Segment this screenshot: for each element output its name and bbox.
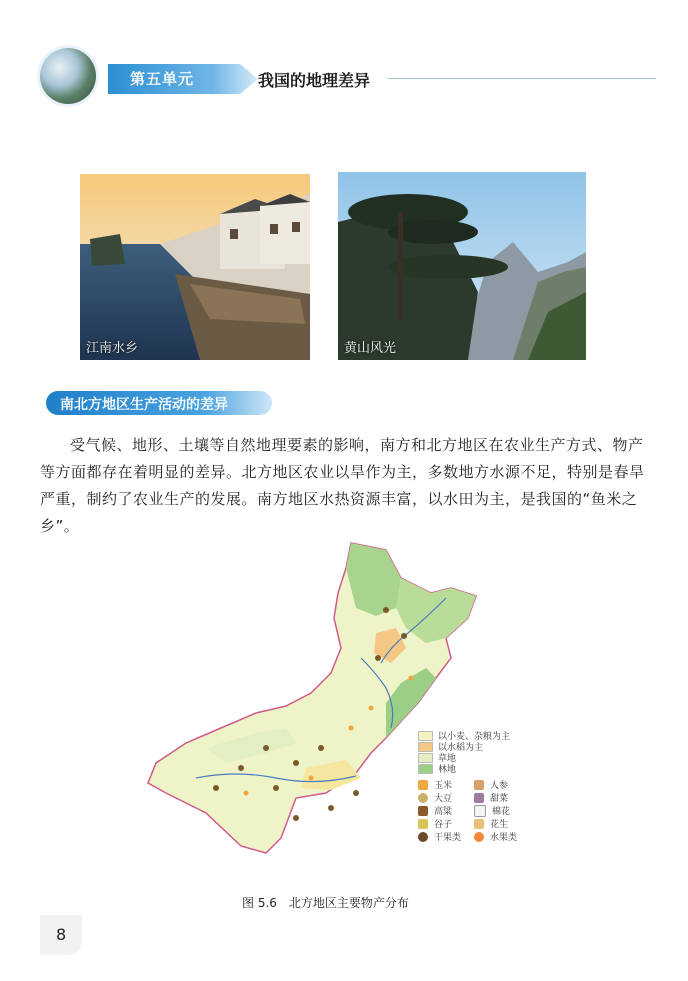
legend-row	[418, 741, 510, 752]
legend-label: 以水稻为主	[438, 743, 484, 753]
nut-icon	[418, 832, 428, 842]
legend-product: 甜菜	[490, 794, 509, 804]
map-legend-areas	[418, 730, 510, 774]
sorghum-icon	[418, 806, 428, 816]
chapter-title: 我国的地理差异	[258, 71, 371, 90]
legend-label: 草地	[438, 754, 457, 764]
legend-product: 玉米	[434, 781, 453, 791]
legend-item	[418, 830, 478, 843]
legend-item	[418, 791, 478, 804]
legend-products-left	[418, 778, 478, 843]
legend-label: 林地	[438, 765, 457, 775]
legend-swatch	[418, 764, 433, 774]
jiangnan-image	[80, 174, 310, 360]
legend-item	[474, 778, 534, 791]
legend-product: 谷子	[434, 820, 453, 830]
huangshan-image	[338, 172, 586, 360]
figure-caption: 图 5.6 北方地区主要物产分布	[242, 896, 409, 910]
legend-item	[418, 778, 478, 791]
legend-item	[418, 817, 478, 830]
section-heading	[46, 391, 272, 415]
photo-label-huangshan: 黄山风光	[344, 341, 397, 356]
unit-label: 第五单元	[130, 70, 195, 88]
photo-huangshan	[338, 172, 586, 360]
legend-products-right	[474, 778, 534, 843]
millet-icon	[418, 819, 428, 829]
legend-item	[418, 804, 478, 817]
header-rule	[388, 78, 656, 79]
body-paragraph: 受气候、地形、土壤等自然地理要素的影响，南方和北方地区在农业生产方式、物产等方面都存在着明显的差异。北方地区农业以旱作为主，多数地方水源不足，特别是春旱严重，制约了农业生产的发展。南方地区水热资源丰富，以水田为主，是我国的“鱼米之乡”。	[40, 436, 645, 535]
legend-product: 干果类	[434, 833, 462, 843]
section-title: 南北方地区生产活动的差异	[60, 397, 228, 413]
soybean-icon	[418, 793, 428, 803]
legend-swatch	[418, 742, 433, 752]
cotton-icon	[474, 805, 486, 817]
legend-product: 人参	[490, 781, 509, 791]
legend-label: 以小麦、杂粮为主	[438, 732, 511, 742]
legend-product: 花生	[490, 820, 509, 830]
legend-product: 高粱	[434, 807, 453, 817]
legend-swatch	[418, 753, 433, 763]
fruit-icon	[474, 832, 484, 842]
globe-icon	[40, 48, 96, 104]
legend-product: 水果类	[490, 833, 518, 843]
body-text	[40, 432, 652, 540]
legend-product: 大豆	[434, 794, 453, 804]
page-number: 8	[56, 925, 67, 944]
legend-item	[474, 791, 534, 804]
sugar-beet-icon	[474, 793, 484, 803]
legend-item	[474, 817, 534, 830]
legend-row	[418, 763, 510, 774]
legend-item	[474, 804, 534, 817]
ginseng-icon	[474, 780, 484, 790]
corn-icon	[418, 780, 428, 790]
legend-item	[474, 830, 534, 843]
legend-row	[418, 752, 510, 763]
photo-jiangnan	[80, 174, 310, 360]
photo-label-jiangnan: 江南水乡	[86, 341, 139, 356]
peanut-icon	[474, 819, 484, 829]
page-header	[0, 30, 688, 120]
legend-product: 棉花	[492, 807, 511, 817]
legend-swatch	[418, 731, 433, 741]
